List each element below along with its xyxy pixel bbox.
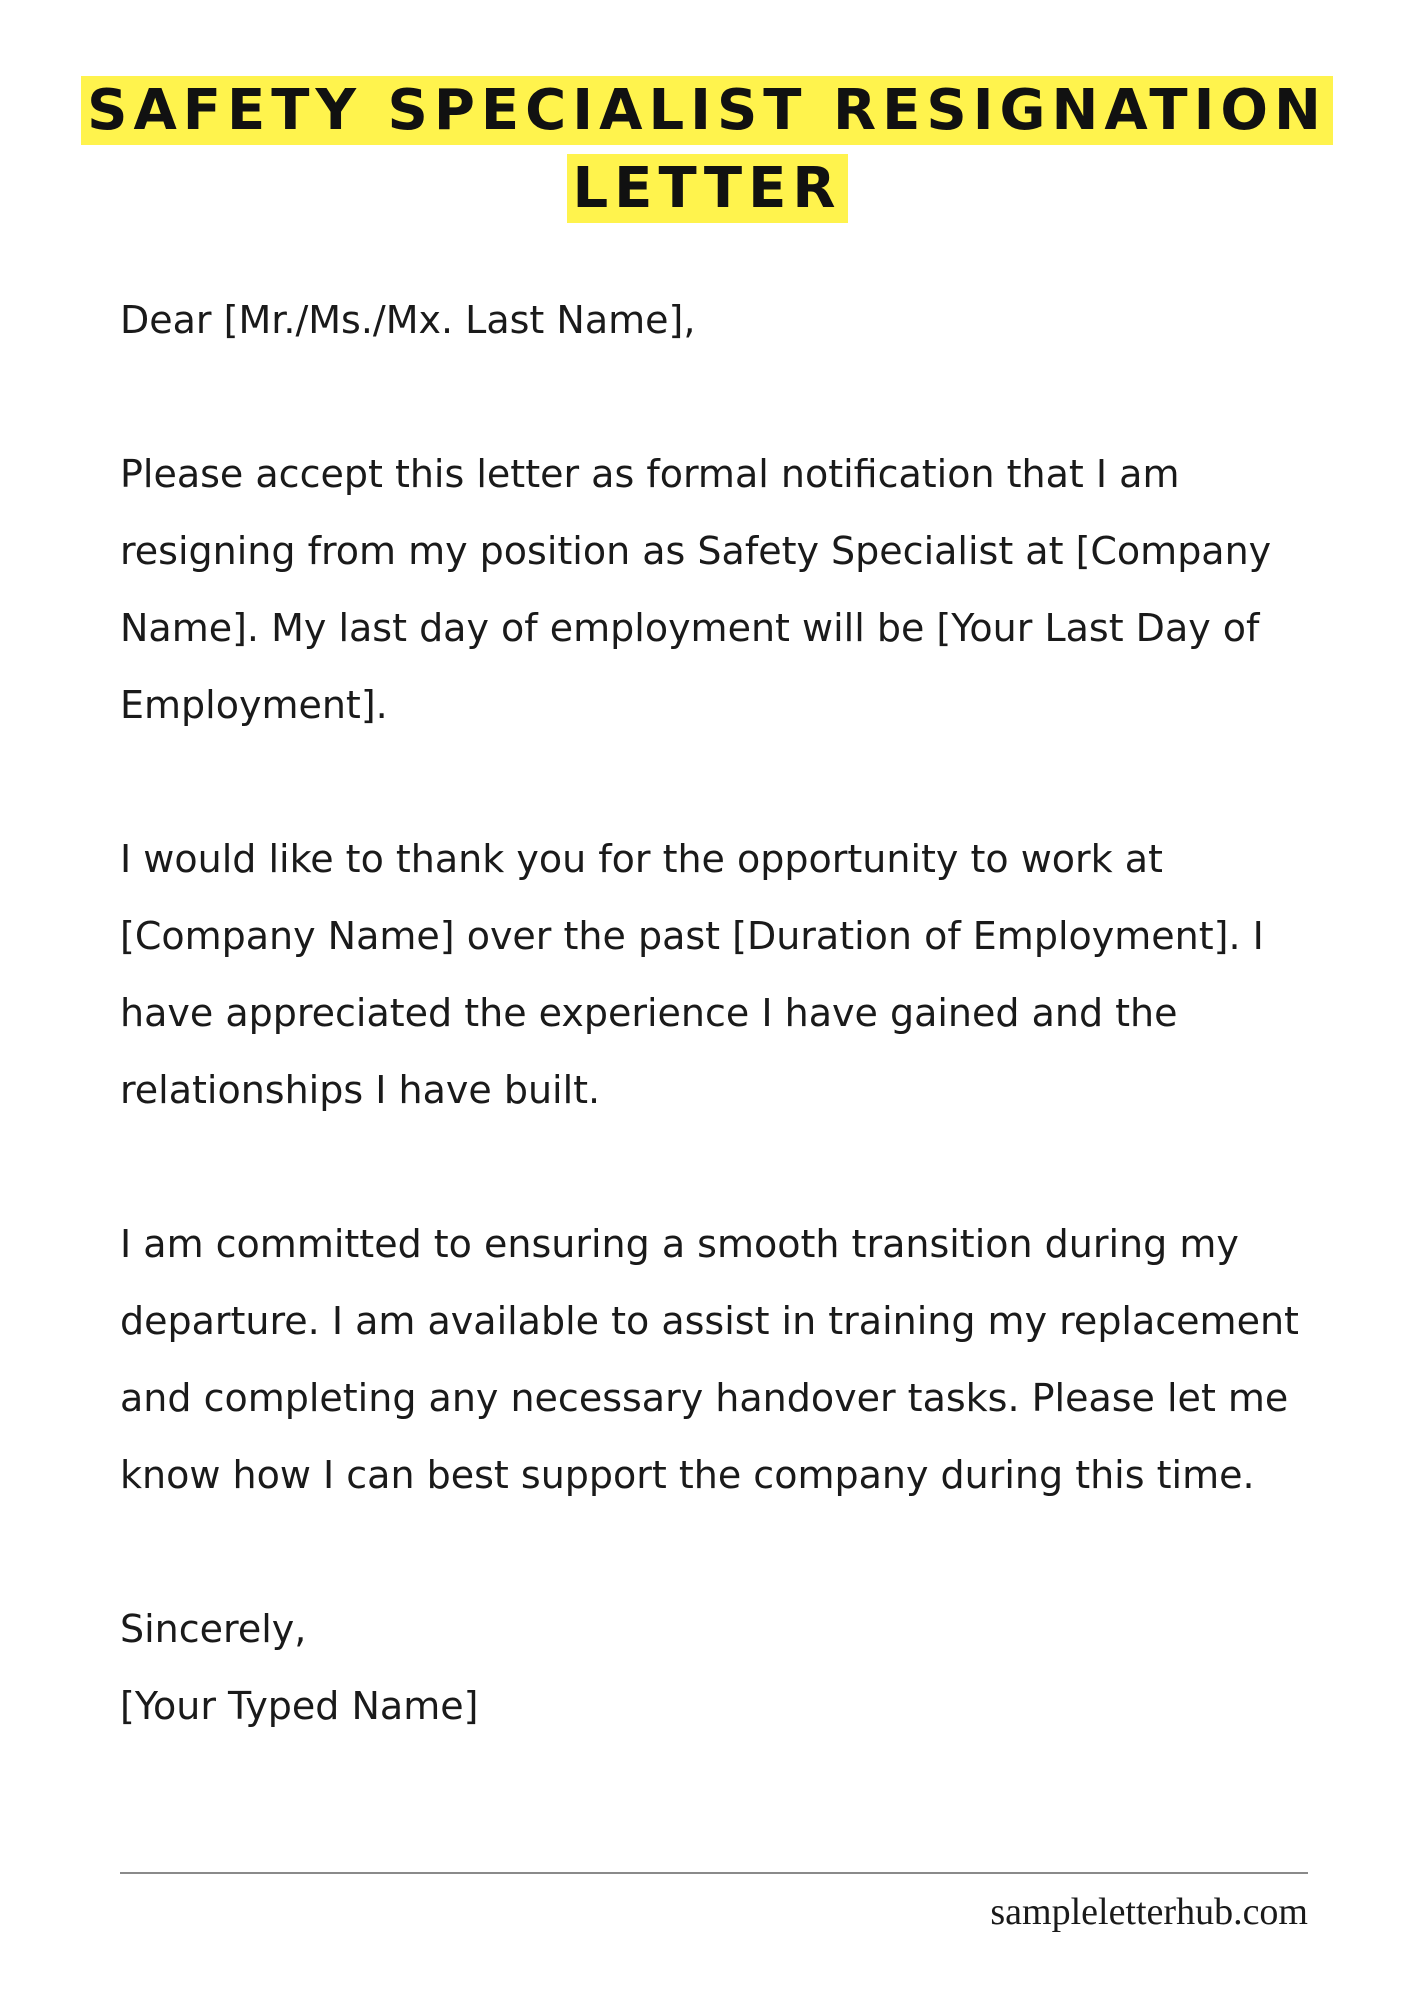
document-title [80, 72, 1334, 228]
letter-body [120, 282, 1320, 1745]
closing: Sincerely, [120, 1607, 307, 1651]
title-highlight: SAFETY SPECIALIST RESIGNATION LETTER [81, 76, 1333, 223]
signature: [Your Typed Name] [120, 1684, 479, 1728]
footer-website: sampleletterhub.com [990, 1891, 1308, 1933]
paragraph-notification: Please accept this letter as formal notification that I am resigning from my position as Safety Specialist at [Company Name]. My last day of employment will be [Your Last Day of Employment]. [120, 452, 1272, 727]
paragraph-transition: I am committed to ensuring a smooth transition during my departure. I am available to assist in training my replacement and completing any necessary handover tasks. Please let me know how I can best support the company during this time. [120, 1222, 1299, 1497]
footer-divider [120, 1872, 1308, 1874]
salutation: Dear [Mr./Ms./Mx. Last Name], [120, 298, 696, 342]
paragraph-thanks: I would like to thank you for the opportunity to work at [Company Name] over the past [Duration of Employment]. I have appreciated the experience I have gained and the relationships I have built. [120, 837, 1264, 1112]
